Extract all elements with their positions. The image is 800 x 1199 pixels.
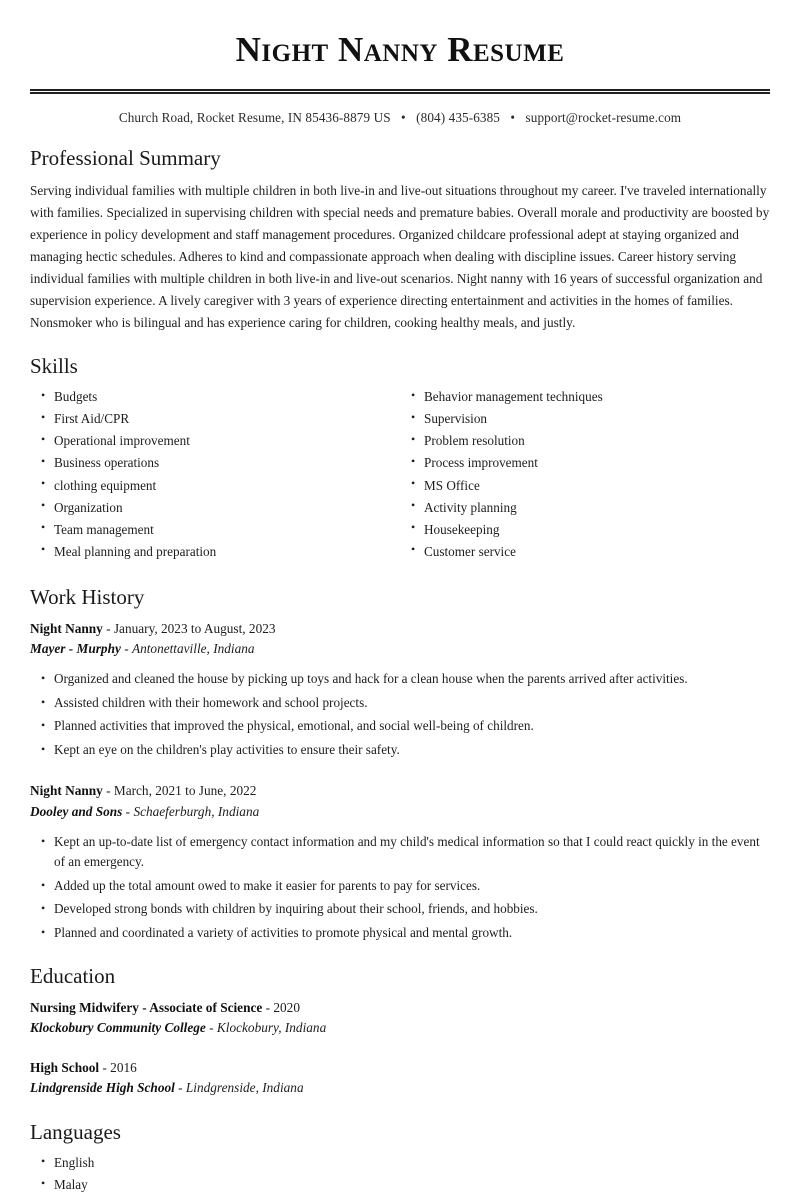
contact-separator-2: • bbox=[510, 109, 516, 125]
section-heading-work-history: Work History bbox=[30, 584, 145, 609]
list-item: • clothing equipment bbox=[30, 477, 390, 495]
education-year: 2020 bbox=[273, 999, 300, 1015]
list-item: • MS Office bbox=[400, 477, 760, 495]
skills-column-right bbox=[400, 388, 770, 564]
contact-phone: (804) 435-6385 bbox=[416, 109, 500, 125]
section-heading-skills: Skills bbox=[30, 354, 78, 379]
section-education bbox=[30, 964, 770, 1099]
section-languages bbox=[30, 1120, 770, 1194]
list-item: • Kept an eye on the children's play activities to ensure their safety. bbox=[30, 740, 770, 761]
separator-dash: - bbox=[102, 783, 114, 799]
education-entry bbox=[30, 998, 770, 1038]
list-item: • Malay bbox=[30, 1176, 770, 1194]
section-heading-education: Education bbox=[30, 963, 116, 988]
education-location: Klockobury, Indiana bbox=[216, 1020, 327, 1036]
summary-text: Serving individual families with multiple children in both live-in and live-out situations throughout my career. I've traveled internationally with families. Specialized in supervising children with special needs and premature babies. Overall morale and productivity are boosted by experience in policy development and staff management procedures. Organized childcare professional adept at staying organized and managing hectic schedules. Adheres to kind and compassionate approach when dealing with discipline issues. Career history serving individual families with multiple children in both live-in and live-out scenarios. Night nanny with 16 years of successful organization and supervision experience. A lively caregiver with 3 years of experience directing entertainment and activities in the homes of families. Nonsmoker who is bilingual and has experience caring for children, cooking healthy meals, and justly. bbox=[30, 182, 770, 331]
education-school: Lindgrenside High School bbox=[30, 1080, 175, 1096]
work-entry-company-line bbox=[30, 802, 770, 822]
section-heading-summary: Professional Summary bbox=[30, 145, 221, 170]
job-dates: March, 2021 to June, 2022 bbox=[113, 783, 257, 799]
languages-list bbox=[30, 1154, 770, 1194]
education-degree-line bbox=[30, 998, 770, 1017]
education-location: Lindgrenside, Indiana bbox=[185, 1080, 304, 1096]
contact-email: support@rocket-resume.com bbox=[525, 109, 682, 125]
list-item: • Planned and coordinated a variety of activities to promote physical and mental growth. bbox=[30, 923, 770, 944]
job-role: Night Nanny bbox=[30, 783, 103, 799]
list-item: • Problem resolution bbox=[400, 432, 760, 450]
list-item: • Organization bbox=[30, 499, 390, 517]
separator-dash: - bbox=[102, 620, 114, 636]
education-degree-line bbox=[30, 1058, 770, 1077]
section-work-history bbox=[30, 585, 770, 944]
list-item: • Developed strong bonds with children by inquiring about their school, friends, and hobbies. bbox=[30, 899, 770, 920]
work-entry-role-line bbox=[30, 619, 770, 638]
contact-separator-1: • bbox=[401, 109, 406, 125]
separator-dash: - bbox=[120, 641, 132, 657]
skills-list-left bbox=[30, 388, 390, 560]
list-item: • Kept an up-to-date list of emergency contact information and my child's medical information so that I could react quickly in the event of an emergency. bbox=[30, 832, 770, 873]
education-degree: High School bbox=[30, 1060, 100, 1076]
skills-list-right bbox=[400, 388, 760, 560]
list-item: • Housekeeping bbox=[400, 521, 760, 539]
contact-line bbox=[30, 110, 770, 126]
separator-dash: - bbox=[99, 1060, 111, 1076]
list-item: • Budgets bbox=[30, 388, 390, 406]
header-divider bbox=[30, 89, 770, 94]
job-company: Dooley and Sons bbox=[30, 803, 123, 819]
work-entry bbox=[30, 619, 770, 761]
list-item: • Behavior management techniques bbox=[400, 388, 760, 406]
list-item: • Planned activities that improved the physical, emotional, and social well-being of children. bbox=[30, 716, 770, 737]
work-entry-bullets bbox=[30, 832, 770, 944]
job-role: Night Nanny bbox=[30, 620, 103, 636]
education-school-line bbox=[30, 1078, 770, 1098]
work-entry bbox=[30, 781, 770, 943]
list-item: • Operational improvement bbox=[30, 432, 390, 450]
job-company: Mayer - Murphy bbox=[30, 641, 121, 657]
list-item: • Process improvement bbox=[400, 454, 760, 472]
job-dates: January, 2023 to August, 2023 bbox=[113, 620, 276, 636]
list-item: • First Aid/CPR bbox=[30, 410, 390, 428]
education-school-line bbox=[30, 1018, 770, 1038]
list-item: • Customer service bbox=[400, 543, 760, 561]
education-school: Klockobury Community College bbox=[30, 1020, 206, 1036]
section-heading-languages: Languages bbox=[30, 1120, 121, 1145]
list-item: • Added up the total amount owed to make it easier for parents to pay for services. bbox=[30, 876, 770, 897]
list-item: • Meal planning and preparation bbox=[30, 543, 390, 561]
skills-columns bbox=[30, 388, 770, 564]
separator-dash: - bbox=[262, 999, 274, 1015]
education-degree: Nursing Midwifery - Associate of Science bbox=[30, 999, 263, 1015]
page-title: Night Nanny Resume bbox=[235, 30, 565, 69]
skills-column-left bbox=[30, 388, 400, 564]
separator-dash: - bbox=[205, 1020, 217, 1036]
work-entry-bullets bbox=[30, 669, 770, 760]
education-entry bbox=[30, 1058, 770, 1098]
section-professional-summary bbox=[30, 146, 770, 335]
list-item: • Organized and cleaned the house by picking up toys and hack for a clean house when the parents arrived after activities. bbox=[30, 669, 770, 690]
work-entry-role-line bbox=[30, 781, 770, 800]
list-item: • Supervision bbox=[400, 410, 760, 428]
job-location: Antonettaville, Indiana bbox=[131, 641, 255, 657]
education-year: 2016 bbox=[110, 1060, 137, 1076]
section-skills bbox=[30, 354, 770, 565]
list-item: • English bbox=[30, 1154, 770, 1172]
separator-dash: - bbox=[122, 803, 134, 819]
list-item: • Assisted children with their homework and school projects. bbox=[30, 693, 770, 714]
list-item: • Team management bbox=[30, 521, 390, 539]
list-item: • Activity planning bbox=[400, 499, 760, 517]
separator-dash: - bbox=[174, 1080, 186, 1096]
work-entry-company-line bbox=[30, 639, 770, 659]
contact-address: Church Road, Rocket Resume, IN 85436-8879 US bbox=[118, 109, 391, 125]
job-location: Schaeferburgh, Indiana bbox=[133, 803, 260, 819]
list-item: • Business operations bbox=[30, 454, 390, 472]
